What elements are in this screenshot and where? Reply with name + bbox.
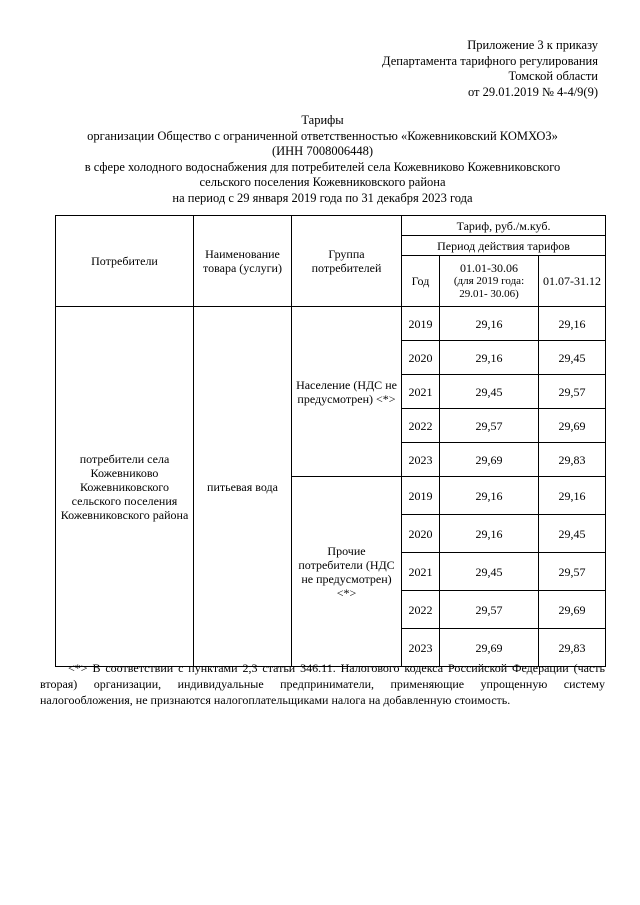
footnote: <*> В соответствии с пунктами 2,3 статьи 346.11. Налогового кодекса Российской Федерации (часть вторая) организации, индивидуальные предприниматели, применяющие упрощенную систему налогообложения, не признаются налогоплательщиками налога на добавленную стоимость. xyxy=(40,661,605,707)
tariff-value-cell: 29,45 xyxy=(539,515,606,553)
product-cell: питьевая вода xyxy=(194,307,292,667)
header-line-3: Томской области xyxy=(508,69,598,83)
order-attachment-header xyxy=(382,38,598,100)
tariff-value-cell: 29,16 xyxy=(440,515,539,553)
tariff-value-cell: 29,16 xyxy=(539,307,606,341)
header-line-1: Приложение 3 к приказу xyxy=(467,38,598,52)
header-second-half: 01.07-31.12 xyxy=(539,256,606,307)
tariff-value-cell: 29,16 xyxy=(440,477,539,515)
tariff-value-cell: 29,16 xyxy=(539,477,606,515)
tariff-table xyxy=(55,215,606,667)
year-cell: 2023 xyxy=(402,629,440,667)
first-half-label: 01.01-30.06 xyxy=(460,261,518,275)
document-title xyxy=(40,113,605,206)
tariff-value-cell: 29,45 xyxy=(539,341,606,375)
table-row xyxy=(56,307,606,341)
tariff-value-cell: 29,69 xyxy=(440,443,539,477)
first-half-note: (для 2019 года: 29.01- 30.06) xyxy=(453,275,525,300)
year-cell: 2022 xyxy=(402,591,440,629)
group-cell: Прочие потребители (НДС не предусмотрен) <*> xyxy=(292,477,402,667)
year-cell: 2019 xyxy=(402,307,440,341)
year-cell: 2022 xyxy=(402,409,440,443)
tariff-value-cell: 29,57 xyxy=(440,591,539,629)
tariff-value-cell: 29,57 xyxy=(440,409,539,443)
title-line-3: (ИНН 7008006448) xyxy=(271,144,374,158)
title-line-4: в сфере холодного водоснабжения для потребителей села Кожевниково Кожевниковского xyxy=(84,159,561,174)
year-cell: 2019 xyxy=(402,477,440,515)
tariff-value-cell: 29,69 xyxy=(539,409,606,443)
tariff-value-cell: 29,45 xyxy=(440,375,539,409)
header-first-half xyxy=(440,256,539,307)
year-cell: 2021 xyxy=(402,553,440,591)
tariff-value-cell: 29,45 xyxy=(440,553,539,591)
header-tariff: Тариф, руб./м.куб. xyxy=(402,216,606,236)
title-line-1: Тарифы xyxy=(301,113,344,127)
year-cell: 2020 xyxy=(402,341,440,375)
title-line-2: организации Общество с ограниченной ответственностью «Кожевниковский КОМХОЗ» xyxy=(87,128,558,143)
year-cell: 2023 xyxy=(402,443,440,477)
tariff-value-cell: 29,57 xyxy=(539,375,606,409)
header-consumers: Потребители xyxy=(56,216,194,307)
consumer-cell: потребители села Кожевниково Кожевниковского сельского поселения Кожевниковского района xyxy=(56,307,194,667)
header-product: Наименование товара (услуги) xyxy=(194,216,292,307)
group-cell: Население (НДС не предусмотрен) <*> xyxy=(292,307,402,477)
header-line-4: от 29.01.2019 № 4-4/9(9) xyxy=(467,84,598,99)
year-cell: 2021 xyxy=(402,375,440,409)
header-period: Период действия тарифов xyxy=(402,236,606,256)
title-line-6: на период с 29 января 2019 года по 31 декабря 2023 года xyxy=(172,190,473,205)
header-group: Группа потребителей xyxy=(292,216,402,307)
tariff-value-cell: 29,16 xyxy=(440,341,539,375)
tariff-value-cell: 29,69 xyxy=(440,629,539,667)
tariff-value-cell: 29,69 xyxy=(539,591,606,629)
header-year: Год xyxy=(402,256,440,307)
tariff-value-cell: 29,83 xyxy=(539,443,606,477)
header-line-2: Департамента тарифного регулирования xyxy=(382,53,598,68)
year-cell: 2020 xyxy=(402,515,440,553)
tariff-value-cell: 29,83 xyxy=(539,629,606,667)
title-line-5: сельского поселения Кожевниковского района xyxy=(199,175,446,189)
tariff-value-cell: 29,16 xyxy=(440,307,539,341)
tariff-value-cell: 29,57 xyxy=(539,553,606,591)
